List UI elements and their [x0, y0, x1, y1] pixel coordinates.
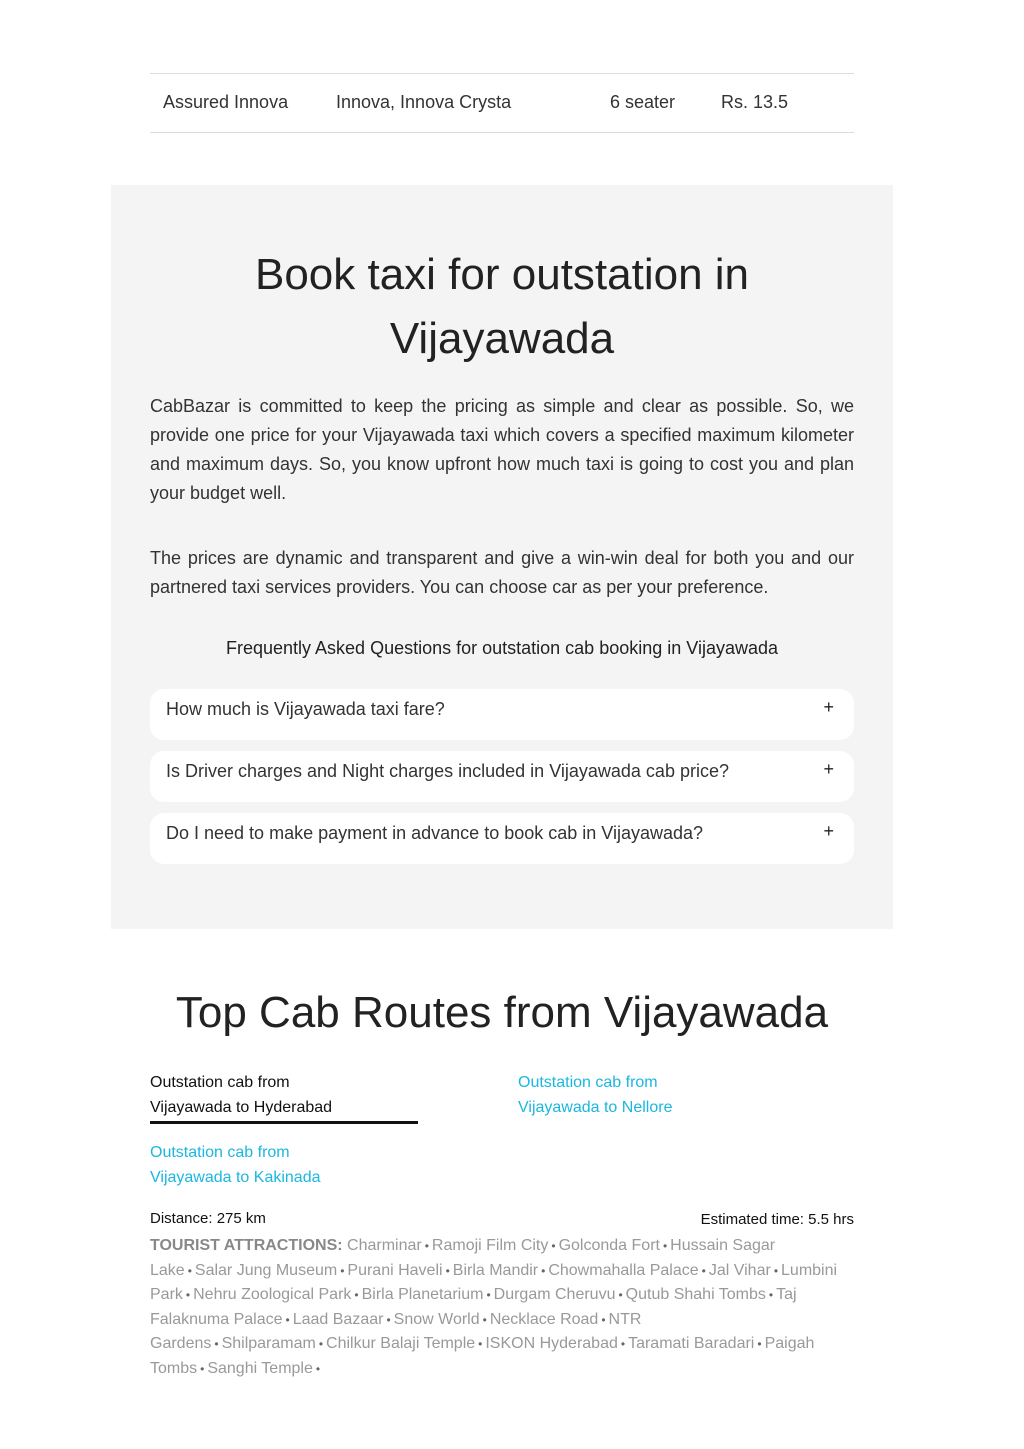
route-tab-line1: Outstation cab from: [518, 1074, 658, 1091]
bullet-separator-icon: •: [424, 1239, 429, 1253]
outstation-info-section: [111, 185, 893, 929]
bullet-separator-icon: •: [701, 1263, 706, 1278]
route-tab-hyderabad[interactable]: [150, 1070, 332, 1120]
bullet-separator-icon: •: [200, 1361, 205, 1376]
attraction-item: Snow World: [393, 1310, 480, 1328]
attraction-item: Laad Bazaar: [292, 1310, 384, 1328]
route-tab-line2: Vijayawada to Nellore: [518, 1099, 673, 1116]
attraction-item: Lumbini Park: [150, 1261, 838, 1303]
attraction-item: Purani Haveli: [347, 1261, 443, 1279]
tourist-attractions: [150, 1234, 854, 1381]
bullet-separator-icon: •: [285, 1312, 290, 1327]
attraction-item: Ramoji Film City: [431, 1237, 549, 1254]
bullet-separator-icon: •: [551, 1239, 556, 1253]
bullet-separator-icon: •: [768, 1288, 774, 1302]
pricing-paragraph: CabBazar is committed to keep the pricing as simple and clear as possible. So, we provide one price for your Vijayawada taxi which covers a specified maximum kilometer and maximum days. So, you know upfront how much taxi is going to cost you and plan your budget well.: [150, 396, 854, 503]
bullet-separator-icon: •: [187, 1263, 192, 1278]
bullet-separator-icon: •: [618, 1288, 623, 1302]
attraction-item: Taramati Baradari: [628, 1335, 755, 1352]
faq-question: How much is Vijayawada taxi fare?: [166, 699, 445, 719]
section-title-line1: Book taxi for outstation in: [254, 250, 750, 299]
attraction-item: Sanghi Temple: [207, 1359, 313, 1377]
bullet-separator-icon: •: [541, 1263, 546, 1278]
fare-table-row: [150, 73, 854, 133]
bullet-separator-icon: •: [386, 1312, 391, 1327]
bullet-separator-icon: •: [478, 1337, 483, 1351]
bullet-separator-icon: •: [662, 1239, 668, 1253]
attraction-item: Birla Planetarium: [361, 1286, 484, 1303]
faq-item-taxi-fare[interactable]: [150, 689, 854, 740]
bullet-separator-icon: •: [757, 1337, 762, 1351]
bullet-separator-icon: •: [318, 1337, 324, 1351]
attraction-item: Golconda Fort: [558, 1237, 660, 1254]
dynamic-pricing-paragraph: The prices are dynamic and transparent and give a win-win deal for both you and our partnered taxi services providers. You can choose car as per your preference.: [150, 548, 854, 597]
route-tab-line1: Outstation cab from: [150, 1074, 290, 1091]
car-models: Innova, Innova Crysta: [336, 92, 512, 112]
faq-question: Is Driver charges and Night charges included in Vijayawada cab price?: [166, 761, 729, 781]
bullet-separator-icon: •: [354, 1288, 359, 1302]
attraction-item: ISKON Hyderabad: [485, 1335, 618, 1352]
attraction-item: Qutub Shahi Tombs: [625, 1286, 766, 1303]
attractions-list: [150, 1237, 837, 1377]
faq-item-driver-charges[interactable]: [150, 751, 854, 802]
faq-item-advance-payment[interactable]: [150, 813, 854, 864]
attraction-item: Chowmahalla Palace: [548, 1261, 699, 1279]
attraction-item: Salar Jung Museum: [194, 1261, 338, 1279]
route-distance: Distance: 275 km: [150, 1210, 266, 1227]
attraction-item: Charminar: [347, 1237, 422, 1254]
attraction-item: Shilparamam: [221, 1335, 316, 1352]
attraction-item: NTR Gardens: [150, 1310, 642, 1352]
fare-rate: Rs. 13.5: [721, 92, 789, 112]
route-tab-line1: Outstation cab from: [150, 1144, 290, 1161]
attraction-item: Chilkur Balaji Temple: [326, 1335, 476, 1352]
bullet-separator-icon: •: [601, 1312, 606, 1327]
bullet-separator-icon: •: [185, 1288, 191, 1302]
bullet-separator-icon: •: [315, 1361, 321, 1376]
bullet-separator-icon: •: [340, 1263, 345, 1278]
faq-title: Frequently Asked Questions for outstation cab booking in Vijayawada: [225, 638, 778, 658]
car-capacity: 6 seater: [610, 92, 676, 112]
bullet-separator-icon: •: [214, 1337, 219, 1351]
attraction-item: Hussain Sagar Lake: [150, 1237, 776, 1279]
attraction-item: Paigah Tombs: [150, 1335, 815, 1377]
bullet-separator-icon: •: [620, 1337, 626, 1351]
attractions-label: TOURIST ATTRACTIONS:: [150, 1237, 343, 1254]
route-tab-line2: Vijayawada to Kakinada: [150, 1169, 321, 1186]
route-tab-kakinada[interactable]: [150, 1140, 321, 1190]
route-tab-line2: Vijayawada to Hyderabad: [150, 1099, 333, 1116]
section-title: [111, 243, 893, 371]
routes-title: Top Cab Routes from Vijayawada: [175, 988, 829, 1037]
route-tab-nellore[interactable]: [518, 1070, 672, 1120]
attraction-item: Taj Falaknuma Palace: [150, 1286, 797, 1328]
expand-plus-icon[interactable]: +: [823, 821, 834, 841]
bullet-separator-icon: •: [482, 1312, 487, 1327]
bullet-separator-icon: •: [486, 1288, 491, 1302]
bullet-separator-icon: •: [445, 1263, 450, 1278]
attraction-item: Birla Mandir: [452, 1261, 539, 1279]
bullet-separator-icon: •: [773, 1263, 779, 1278]
section-title-line2: Vijayawada: [389, 314, 615, 363]
car-category: Assured Innova: [163, 92, 289, 112]
attraction-item: Necklace Road: [489, 1310, 599, 1328]
expand-plus-icon[interactable]: +: [823, 759, 834, 779]
expand-plus-icon[interactable]: +: [823, 697, 834, 717]
attraction-item: Jal Vihar: [708, 1261, 771, 1279]
faq-question: Do I need to make payment in advance to book cab in Vijayawada?: [166, 823, 704, 843]
route-estimated-time: Estimated time: 5.5 hrs: [700, 1211, 854, 1228]
attraction-item: Nehru Zoological Park: [193, 1286, 352, 1303]
attraction-item: Durgam Cheruvu: [493, 1286, 616, 1303]
